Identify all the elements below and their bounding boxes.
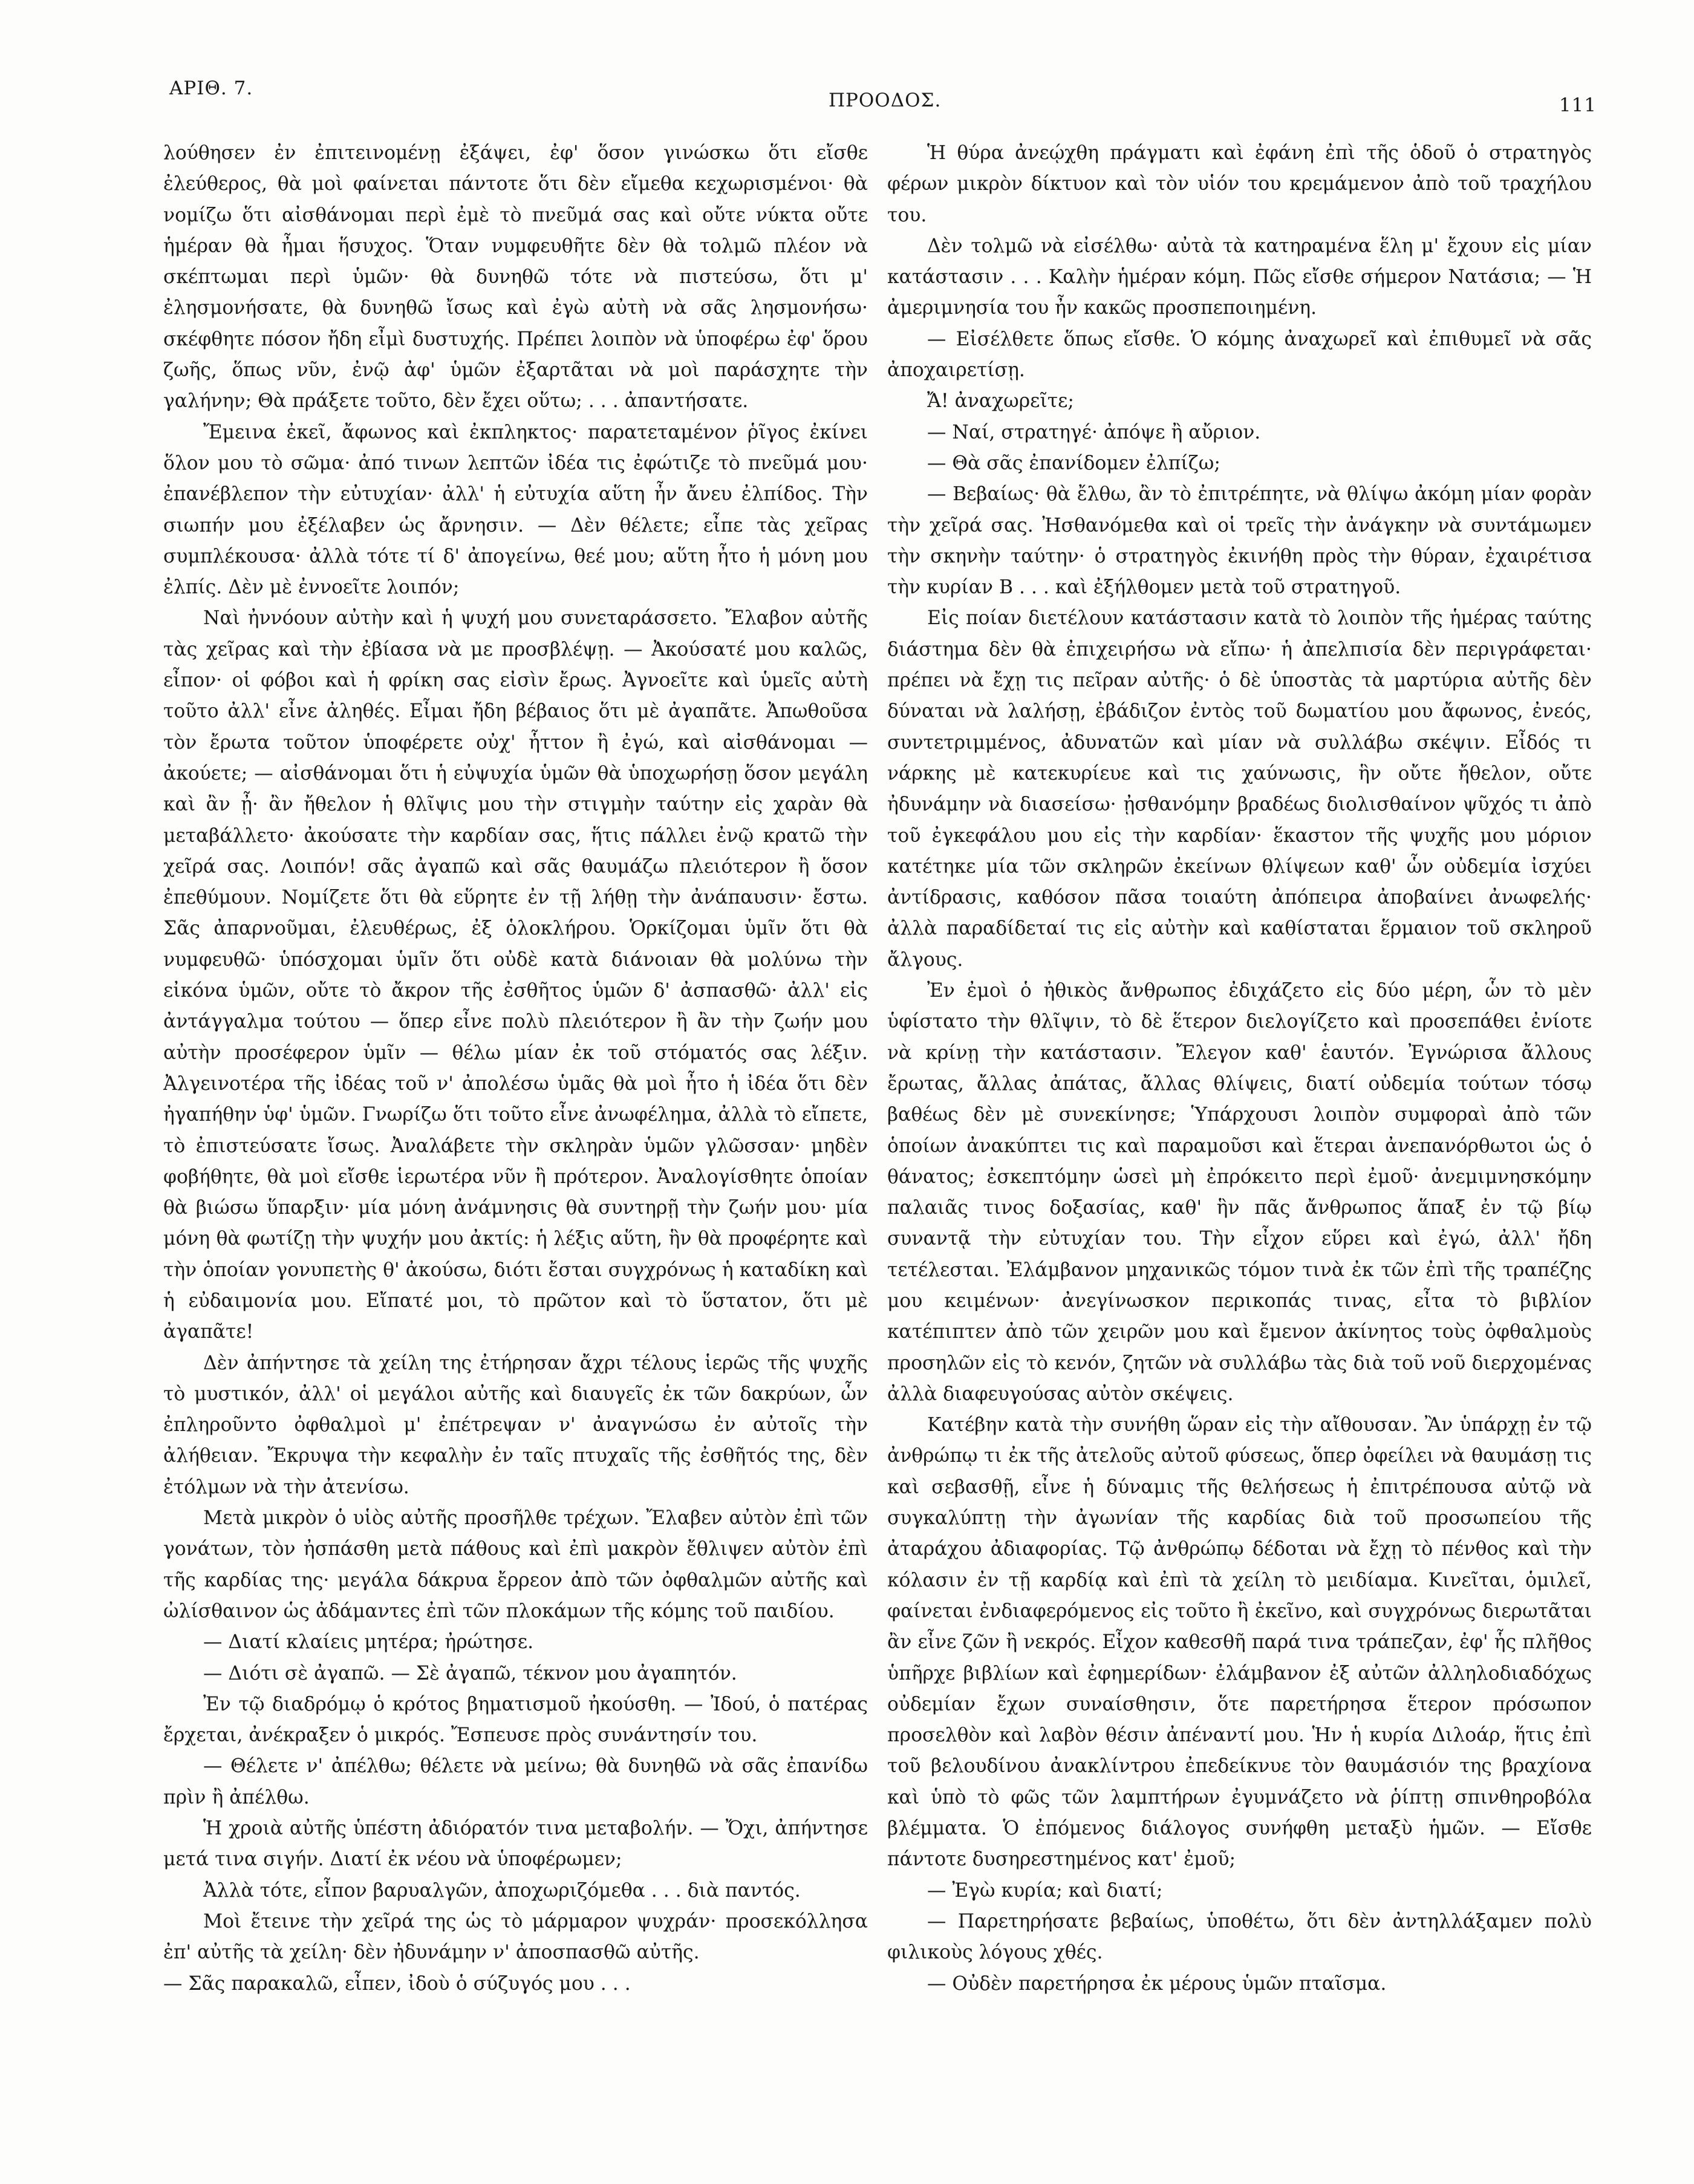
paragraph: — Εἰσέλθετε ὅπως εἴσθε. Ὁ κόμης ἀναχωρεῖ καὶ ἐπιθυμεῖ νὰ σᾶς ἀποχαιρετίσῃ. xyxy=(887,328,1592,382)
paragraph: Ἐν τῷ διαδρόμῳ ὁ κρότος βηματισμοῦ ἠκούσθη. — Ἰδού, ὁ πατέρας ἔρχεται, ἀνέκραξεν ὁ μικρός. Ἔσπευσε πρὸς συνάντησίν του. xyxy=(163,1693,868,1747)
paragraph: — Θὰ σᾶς ἐπανίδομεν ἐλπίζω; xyxy=(927,452,1220,474)
paragraph: λούθησεν ἐν ἐπιτεινομένῃ ἐξάψει, ἐφ' ὅσον γινώσκω ὅτι εἴσθε ἐλεύθερος, θὰ μοὶ φαίνεται πάντοτε ὅτι δὲν εἴμεθα κεχωρισμένοι· θὰ νομίζω ὅτι αἰσθάνομαι περὶ ἐμὲ τὸ πνεῦμά σας καὶ οὔτε νύκτα οὔτε ἡμέραν θὰ ἦμαι ἥσυχος. Ὅταν νυμφευθῆτε δὲν θὰ τολμῶ πλέον νὰ σκέπτωμαι περὶ ὑμῶν· θὰ δυνηθῶ τότε νὰ πιστεύσω, ὅτι μ' ἐλησμονήσατε, θὰ δυνηθῶ ἴσως καὶ ἐγὼ αὐτὴ νὰ σᾶς λησμονήσω· σκέφθητε πόσον ἤδη εἶμὶ δυστυχής. Πρέπει λοιπὸν νὰ ὑποφέρω ἐφ' ὅρου ζωῆς, ὅπως νῦν, ἐνῷ ἀφ' ὑμῶν ἐξαρτᾶται νὰ μοὶ παράσχητε τὴν γαλήνην; Θὰ πράξετε τοῦτο, δὲν ἔχει οὕτω; . . . ἀπαντήσατε. xyxy=(163,142,868,412)
paragraph: — Ἐγὼ κυρία; καὶ διατί; xyxy=(927,1879,1163,1902)
left-text-column xyxy=(163,138,868,2000)
paragraph: — Βεβαίως· θὰ ἔλθω, ἂν τὸ ἐπιτρέπητε, νὰ θλίψω ἀκόμη μίαν φορὰν τὴν χεῖρά σας. Ἠσθανόμεθα καὶ οἱ τρεῖς τὴν ἀνάγκην νὰ συντάμωμεν τὴν σκηνὴν ταύτην· ὁ στρατηγὸς ἐκινήθη πρὸς τὴν θύραν, ἐχαιρέτισα τὴν κυρίαν Β . . . καὶ ἐξήλθομεν μετὰ τοῦ στρατηγοῦ. xyxy=(887,483,1592,599)
paragraph: Ἡ χροιὰ αὐτῆς ὑπέστη ἀδιόρατόν τινα μεταβολήν. — Ὄχι, ἀπήντησε μετά τινα σιγήν. Διατί ἐκ νέου νὰ ὑποφέρωμεν; xyxy=(163,1817,868,1871)
page-header xyxy=(169,71,1597,120)
paragraph: — Διότι σὲ ἀγαπῶ. — Σὲ ἀγαπῶ, τέκνον μου ἀγαπητόν. xyxy=(203,1662,737,1684)
paragraph: Ἄ! ἀναχωρεῖτε; xyxy=(927,390,1074,412)
paragraph: — Ναί, στρατηγέ· ἀπόψε ἢ αὔριον. xyxy=(927,421,1261,443)
page-number: 111 xyxy=(1559,94,1597,116)
paragraph: — Οὐδὲν παρετήρησα ἐκ μέρους ὑμῶν πταῖσμα. xyxy=(927,1972,1387,1995)
paragraph: Ἀλλὰ τότε, εἶπον βαρυαλγῶν, ἀποχωριζόμεθα . . . διὰ παντός. xyxy=(203,1879,801,1902)
paragraph: — Διατί κλαίεις μητέρα; ἠρώτησε. xyxy=(203,1631,534,1654)
paragraph: Ἐν ἐμοὶ ὁ ἠθικὸς ἄνθρωπος ἐδιχάζετο εἰς δύο μέρη, ὧν τὸ μὲν ὑφίστατο τὴν θλῖψιν, τὸ δὲ ἕτερον διελογίζετο καὶ προσεπάθει ἐνίοτε νὰ κρίνῃ τὴν κατάστασιν. Ἔλεγον καθ' ἑαυτόν. Ἐγνώρισα ἄλλους ἔρωτας, ἄλλας ἀπάτας, ἄλλας θλίψεις, διατί οὐδεμία τούτων τόσῳ βαθέως δὲν μὲ συνεκίνησε; Ὑπάρχουσι λοιπὸν συμφοραὶ ἀπὸ τῶν ὁποίων ἀνακύπτει τις καὶ παραμοῦσι καὶ ἕτεραι ἀνεπανόρθωτοι ὡς ὁ θάνατος; ἐσκεπτόμην ὡσεὶ μὴ ἐπρόκειτο περὶ ἐμοῦ· ἀνεμιμνησκόμην παλαιᾶς τινος δοξασίας, καθ' ἣν πᾶς ἄνθρωπος ἅπαξ ἐν τῷ βίῳ συναντᾷ τὴν εὐτυχίαν του. Τὴν εἶχον εὕρει καὶ ἐγώ, ἀλλ' ἤδη τετέλεσται. Ἐλάμβανον μηχανικῶς τόμον τινὰ ἐκ τῶν ἐπὶ τῆς τραπέζης μου κειμένων· ἀνεγίνωσκον περικοπάς τινας, εἶτα τὸ βιβλίον κατέπιπτεν ἀπὸ τῶν χειρῶν μου καὶ ἔμενον ἀκίνητος τοὺς ὀφθαλμοὺς προσηλῶν εἰς τὸ κενόν, ζητῶν νὰ συλλάβω τὰς διὰ τοῦ νοῦ διερχομένας ἀλλὰ διαφευγούσας αὐτὸν σκέψεις. xyxy=(887,980,1592,1405)
paragraph: Εἰς ποίαν διετέλουν κατάστασιν κατὰ τὸ λοιπὸν τῆς ἡμέρας ταύτης διάστημα δὲν θὰ ἐπιχειρήσω νὰ εἴπω· ἡ ἀπελπισία δὲν περιγράφεται· πρέπει νὰ ἔχῃ τις πεῖραν αὐτῆς· ὁ δὲ ὑποστὰς τὰ μαρτύρια αὐτῆς δὲν δύναται νὰ λαλήσῃ, ἐβάδιζον ἐντὸς τοῦ δωματίου μου ἄφωνος, ἐνεός, συντετριμμένος, ἀδυνατῶν καὶ μίαν νὰ συλλάβω σκέψιν. Εἶδός τι νάρκης μὲ κατεκυρίευε καὶ τις χαύνωσις, ἣν οὔτε ἤθελον, οὔτε ἠδυνάμην νὰ διασείσω· ᾐσθανόμην βραδέως διολισθαίνον ψῦχός τι ἀπὸ τοῦ ἐγκεφάλου μου εἰς τὴν καρδίαν· ἕκαστον τῆς ψυχῆς μου μόριον κατέτηκε μία τῶν σκληρῶν ἐκείνων θλίψεων καθ' ὧν οὐδεμία ἰσχύει ἀντίδρασις, καθόσον πᾶσα τοιαύτη ἀπόπειρα ἀποβαίνει ἀνωφελής· ἀλλὰ παραδίδεταί τις εἰς αὐτὴν καὶ καθίσταται ἕρμαιον τοῦ σκληροῦ ἄλγους. xyxy=(887,607,1592,971)
paragraph: — Παρετηρήσατε βεβαίως, ὑποθέτω, ὅτι δὲν ἀντηλλάξαμεν πολὺ φιλικοὺς λόγους χθές. xyxy=(887,1910,1592,1964)
paragraph: — Θέλετε ν' ἀπέλθω; θέλετε νὰ μείνω; θὰ δυνηθῶ νὰ σᾶς ἐπανίδω πρὶν ἢ ἀπέλθω. xyxy=(163,1755,868,1808)
paragraph: Δὲν ἀπήντησε τὰ χείλη της ἐτήρησαν ἄχρι τέλους ἱερῶς τῆς ψυχῆς τὸ μυστικόν, ἀλλ' οἱ μεγάλοι αὐτῆς καὶ διαυγεῖς ἐκ τῶν δακρύων, ὧν ἐπληροῦντο ὀφθαλμοὶ μ' ἐπέτρεψαν ν' ἀναγνώσω ἐν αὐτοῖς τὴν ἀλήθειαν. Ἔκρυψα τὴν κεφαλὴν ἐν ταῖς πτυχαῖς τῆς ἐσθῆτός της, δὲν ἐτόλμων νὰ τὴν ἀτενίσω. xyxy=(163,1352,868,1498)
paragraph: Μετὰ μικρὸν ὁ υἱὸς αὐτῆς προσῆλθε τρέχων. Ἔλαβεν αὐτὸν ἐπὶ τῶν γονάτων, τὸν ἠσπάσθη μετὰ πάθους καὶ ἐπὶ μακρὸν ἔθλιψεν αὐτὸν ἐπὶ τῆς καρδίας της· μεγάλα δάκρυα ἔρρεον ἀπὸ τῶν ὀφθαλμῶν αὐτῆς καὶ ὠλίσθαινον ὡς ἀδάμαντες ἐπὶ τῶν πλοκάμων τῆς κόμης τοῦ παιδίου. xyxy=(163,1507,868,1622)
paragraph: Ἔμεινα ἐκεῖ, ἄφωνος καὶ ἐκπληκτος· παρατεταμένον ῥῖγος ἐκίνει ὅλον μου τὸ σῶμα· ἀπό τινων λεπτῶν ἰδέα τις ἐφώτιζε τὸ πνεῦμά μου· ἐπανέβλεπον τὴν εὐτυχίαν· ἀλλ' ἡ εὐτυχία αὕτη ἦν ἄνευ ἐλπίδος. Τὴν σιωπήν μου ἐξέλαβεν ὡς ἄρνησιν. — Δὲν θέλετε; εἶπε τὰς χεῖρας συμπλέκουσα· ἀλλὰ τότε τί δ' ἀπογείνω, θεέ μου; αὕτη ἦτο ἡ μόνη μου ἐλπίς. Δὲν μὲ ἐννοεῖτε λοιπόν; xyxy=(163,421,868,599)
paragraph: Κατέβην κατὰ τὴν συνήθη ὥραν εἰς τὴν αἴθουσαν. Ἂν ὑπάρχῃ ἐν τῷ ἀνθρώπῳ τι ἐκ τῆς ἀτελοῦς αὐτοῦ φύσεως, ὅπερ ὀφείλει νὰ θαυμάσῃ τις καὶ σεβασθῇ, εἶνε ἡ δύναμις τῆς θελήσεως ἡ ἐπιτρέπουσα αὐτῷ νὰ συγκαλύπτῃ τὴν ἀγωνίαν τῆς καρδίας διὰ τοῦ προσωπείου τῆς ἀταράχου ἀδιαφορίας. Τῷ ἀνθρώπῳ δέδοται νὰ ἔχῃ τὸ πένθος καὶ τὴν κόλασιν ἐν τῇ καρδίᾳ καὶ ἐπὶ τὰ χείλη τὸ μειδίαμα. Κινεῖται, ὁμιλεῖ, φαίνεται ἐνδιαφερόμενος εἰς τοῦτο ἢ ἐκεῖνο, καὶ συγχρόνως διερωτᾶται ἂν εἶνε ζῶν ἢ νεκρός. Εἶχον καθεσθῆ παρά τινα τράπεζαν, ἐφ' ἧς πλῆθος ὑπῆρχε βιβλίων καὶ ἐφημερίδων· ἐλάμβανον ἐξ αὐτῶν ἀλληλοδιαδόχως οὐδεμίαν ἔχων συναίσθησιν, ὅτε παρετήρησα ἕτερον πρόσωπον προσελθὸν καὶ λαβὸν θέσιν ἀπέναντί μου. Ἡν ἡ κυρία Διλοάρ, ἥτις ἐπὶ τοῦ βελουδίνου ἀνακλίντρου ἐπεδείκνυε τὸν θαυμάσιόν της βραχίονα καὶ ὑπὸ τὸ φῶς τῶν λαμπτήρων ἐγυμνάζετο νὰ ῥίπτῃ σπινθηροβόλα βλέμματα. Ὁ ἐπόμενος διάλογος συνήφθη μεταξὺ ἡμῶν. — Εἴσθε πάντοτε δυσηρεστημένος κατ' ἐμοῦ; xyxy=(887,1414,1592,1871)
journal-title: ΠΡΟΟΔΟΣ. xyxy=(829,90,942,111)
paragraph: Ἡ θύρα ἀνεῴχθη πράγματι καὶ ἐφάνη ἐπὶ τῆς ὁδοῦ ὁ στρατηγὸς φέρων μικρὸν δίκτυον καὶ τὸν υἱόν του κρεμάμενον ἀπὸ τοῦ τραχήλου του. xyxy=(887,142,1592,226)
paragraph: Δὲν τολμῶ νὰ εἰσέλθω· αὐτὰ τὰ κατηραμένα ἕλη μ' ἔχουν εἰς μίαν κατάστασιν . . . Καλὴν ἡμέραν κόμη. Πῶς εἴσθε σήμερον Νατάσια; — Ἡ ἀμεριμνησία του ἦν κακῶς προσπεποιημένη. xyxy=(887,235,1592,319)
paragraph: — Σᾶς παρακαλῶ, εἶπεν, ἰδοὺ ὁ σύζυγός μου . . . xyxy=(163,1972,631,1995)
right-text-column xyxy=(887,138,1592,2000)
paragraph: Μοὶ ἔτεινε τὴν χεῖρά της ὡς τὸ μάρμαρον ψυχράν· προσεκόλλησα ἐπ' αὐτῆς τὰ χείλη· δὲν ἠδυνάμην ν' ἀποσπασθῶ αὐτῆς. xyxy=(163,1910,868,1964)
issue-number: ΑΡΙΘ. 7. xyxy=(169,77,253,99)
paragraph: Ναὶ ἠννόουν αὐτὴν καὶ ἡ ψυχή μου συνεταράσσετο. Ἔλαβον αὐτῆς τὰς χεῖρας καὶ τὴν ἐβίασα νὰ με προσβλέψῃ. — Ἀκούσατέ μου καλῶς, εἶπον· οἱ φόβοι καὶ ἡ φρίκη σας εἰσὶν ἔρως. Ἀγνοεῖτε καὶ ὑμεῖς αὐτὴ τοῦτο ἀλλ' εἶνε ἀληθές. Εἶμαι ἤδη βέβαιος ὅτι μὲ ἀγαπᾶτε. Ἀπωθοῦσα τὸν ἔρωτα τοῦτον ὑποφέρετε οὐχ' ἧττον ἢ ἐγώ, καὶ αἰσθάνομαι — ἀκούετε; — αἰσθάνομαι ὅτι ἡ εὐψυχία ὑμῶν θὰ ὑποχωρήσῃ ὅσον μεγάλη καὶ ἂν ᾖ· ἂν ἤθελον ἡ θλῖψις μου τὴν στιγμὴν ταύτην εἰς χαρὰν θὰ μεταβάλλετο· ἀκούσατε τὴν καρδίαν σας, ἥτις πάλλει ἐνῷ κρατῶ τὴν χεῖρά σας. Λοιπόν! σᾶς ἀγαπῶ καὶ σᾶς θαυμάζω πλειότερον ἢ ὅσον ἐπεθύμουν. Νομίζετε ὅτι θὰ εὕρητε ἐν τῇ λήθῃ τὴν ἀνάπαυσιν· ἔστω. Σᾶς ἀπαρνοῦμαι, ἐλευθέρως, ἐξ ὁλοκλήρου. Ὁρκίζομαι ὑμῖν ὅτι θὰ νυμφευθῶ· ὑπόσχομαι ὑμῖν ὅτι οὐδὲ κατὰ διάνοιαν θὰ μολύνω τὴν εἰκόνα ὑμῶν, οὔτε τὸ ἄκρον τῆς ἐσθῆτος ὑμῶν δ' ἀσπασθῶ· ἀλλ' εἰς ἀντάγγαλμα τούτου — ὅπερ εἶνε πολὺ πλειότερον ἢ ἂν τὴν ζωήν μου αὐτὴν προσέφερον ὑμῖν — θέλω μίαν ἐκ τοῦ στόματός σας λέξιν. Ἀλγεινοτέρα τῆς ἰδέας τοῦ ν' ἀπολέσω ὑμᾶς θὰ μοὶ ἦτο ἡ ἰδέα ὅτι δὲν ἠγαπήθην ὑφ' ὑμῶν. Γνωρίζω ὅτι τοῦτο εἶνε ἀνωφέλημα, ἀλλὰ τὸ εἴπετε, τὸ ἐπιστεύσατε ἴσως. Ἀναλάβετε τὴν σκληρὰν ὑμῶν γλῶσσαν· μηδὲν φοβήθητε, θὰ μοὶ εἴσθε ἱερωτέρα νῦν ἢ πρότερον. Ἀναλογίσθητε ὁποίαν θὰ βιώσω ὕπαρξιν· μία μόνη ἀνάμνησις θὰ συντηρῇ τὴν ζωήν μου· μία μόνη θὰ φωτίζῃ τὴν ψυχήν μου ἀκτίς: ἡ λέξις αὕτη, ἣν θὰ προφέρητε καὶ τὴν ὁποίαν γονυπετὴς θ' ἀκούσω, διότι ἔσται συγχρόνως ἡ καταδίκη καὶ ἡ εὐδαιμονία μου. Εἴπατέ μοι, τὸ πρῶτον καὶ τὸ ὕστατον, ὅτι μὲ ἀγαπᾶτε! xyxy=(163,607,868,1343)
